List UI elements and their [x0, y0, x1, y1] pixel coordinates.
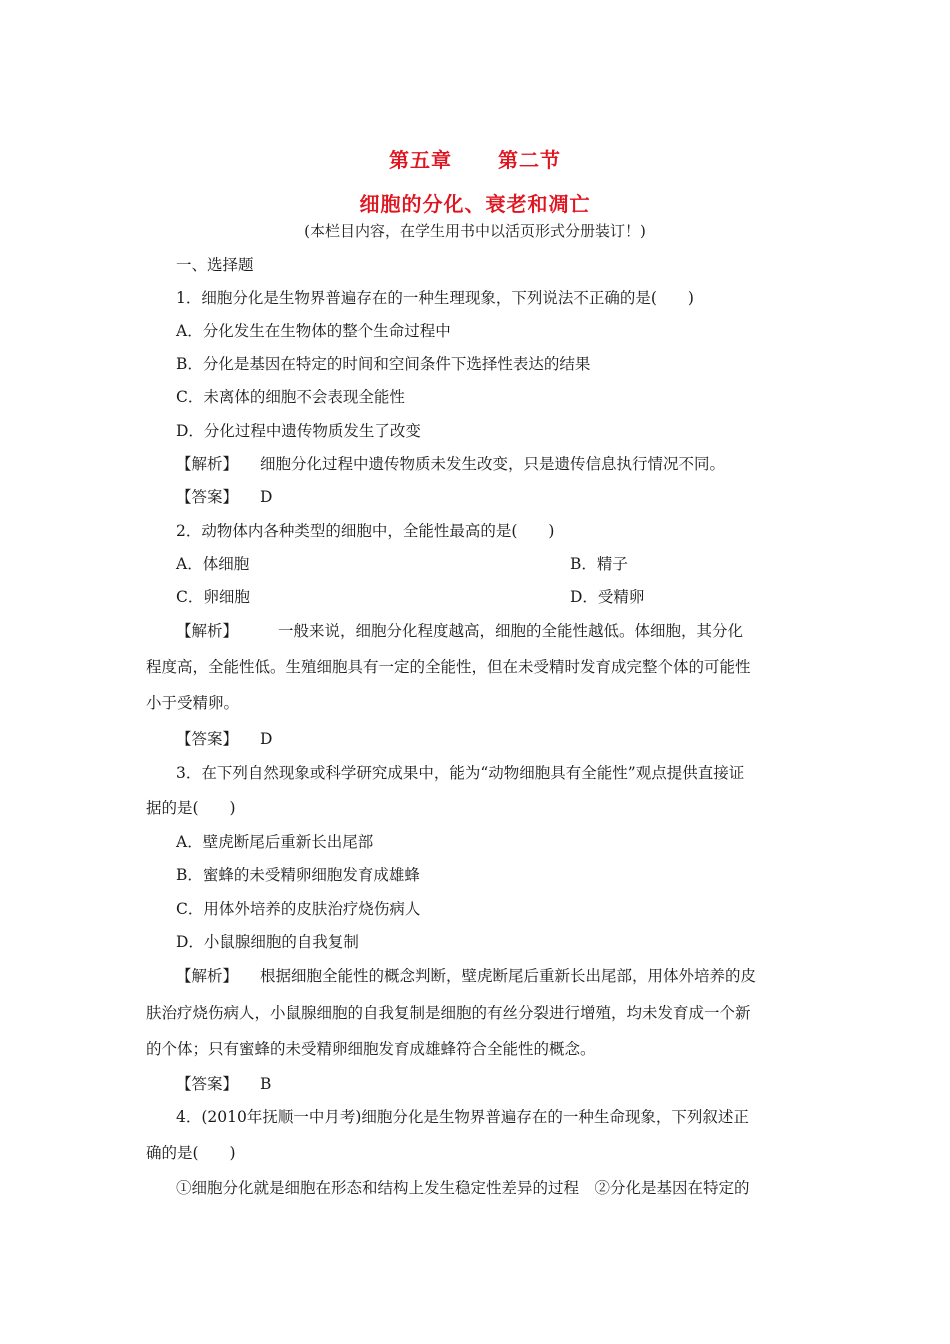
q1-option-b: B．分化是基因在特定的时间和空间条件下选择性表达的结果	[176, 355, 591, 373]
q3-option-a: A．壁虎断尾后重新长出尾部	[176, 833, 374, 851]
answer-label: 【答案】	[176, 488, 239, 506]
answer-label: 【答案】	[176, 730, 239, 748]
q3-option-b: B．蜜蜂的未受精卵细胞发育成雄蜂	[176, 866, 420, 884]
q4-items-1: ①细胞分化就是细胞在形态和结构上发生稳定性差异的过程 ②分化是基因在特定的	[176, 1179, 750, 1197]
q3-analysis	[176, 966, 756, 986]
q2-option-c: C．卵细胞	[176, 588, 250, 606]
q1-analysis-text: 细胞分化过程中遗传物质未发生改变，只是遗传信息执行情况不同。	[260, 455, 726, 473]
q3-answer	[176, 1074, 271, 1094]
q1-answer-value: D	[260, 488, 273, 506]
q2-stem: 2．动物体内各种类型的细胞中，全能性最高的是( )	[176, 522, 555, 540]
q1-stem: 1．细胞分化是生物界普遍存在的一种生理现象，下列说法不正确的是( )	[176, 289, 694, 307]
chapter-label: 第五章	[389, 148, 452, 172]
q1-option-c: C．未离体的细胞不会表现全能性	[176, 388, 405, 406]
q2-analysis-text-1: 一般来说，细胞分化程度越高，细胞的全能性越低。体细胞，其分化	[278, 622, 744, 640]
q2-answer-value: D	[260, 730, 273, 748]
q3-analysis-text-3: 的个体；只有蜜蜂的未受精卵细胞发育成雄蜂符合全能性的概念。	[146, 1040, 596, 1058]
q2-option-b: B．精子	[570, 555, 628, 573]
q4-stem-1: 4．(2010年抚顺一中月考)细胞分化是生物界普遍存在的一种生命现象，下列叙述正	[176, 1108, 749, 1126]
binding-note: (本栏目内容，在学生用书中以活页形式分册装订！)	[304, 222, 646, 240]
q3-option-d: D．小鼠腺细胞的自我复制	[176, 933, 359, 951]
q3-stem-1: 3．在下列自然现象或科学研究成果中，能为“动物细胞具有全能性”观点提供直接证	[176, 764, 745, 782]
answer-label: 【答案】	[176, 1075, 239, 1093]
analysis-label: 【解析】	[176, 967, 239, 985]
q2-option-a: A．体细胞	[176, 555, 250, 573]
q2-analysis-text-3: 小于受精卵。	[146, 694, 240, 712]
q2-answer	[176, 729, 272, 749]
section-heading: 一、选择题	[176, 256, 254, 274]
q2-analysis-text-2: 程度高，全能性低。生殖细胞具有一定的全能性，但在未受精时发育成完整个体的可能性	[146, 658, 751, 676]
q1-answer	[176, 487, 272, 507]
q2-analysis	[176, 621, 743, 641]
analysis-label: 【解析】	[176, 455, 239, 473]
q1-option-d: D．分化过程中遗传物质发生了改变	[176, 422, 421, 440]
chapter-title	[0, 144, 950, 173]
q1-option-a: A．分化发生在生物体的整个生命过程中	[176, 322, 451, 340]
q3-stem-2: 据的是( )	[146, 799, 236, 817]
analysis-label: 【解析】	[176, 622, 239, 640]
section-label: 第二节	[498, 148, 561, 172]
q3-answer-value: B	[260, 1075, 272, 1093]
q3-analysis-text-1: 根据细胞全能性的概念判断，壁虎断尾后重新长出尾部，用体外培养的皮	[260, 967, 757, 985]
q3-option-c: C．用体外培养的皮肤治疗烧伤病人	[176, 900, 421, 918]
q1-analysis	[176, 454, 725, 474]
q3-analysis-text-2: 肤治疗烧伤病人，小鼠腺细胞的自我复制是细胞的有丝分裂进行增殖，均未发育成一个新	[146, 1004, 751, 1022]
q4-stem-2: 确的是( )	[146, 1144, 236, 1162]
q2-option-d: D．受精卵	[570, 588, 645, 606]
lesson-title: 细胞的分化、衰老和凋亡	[359, 192, 591, 216]
